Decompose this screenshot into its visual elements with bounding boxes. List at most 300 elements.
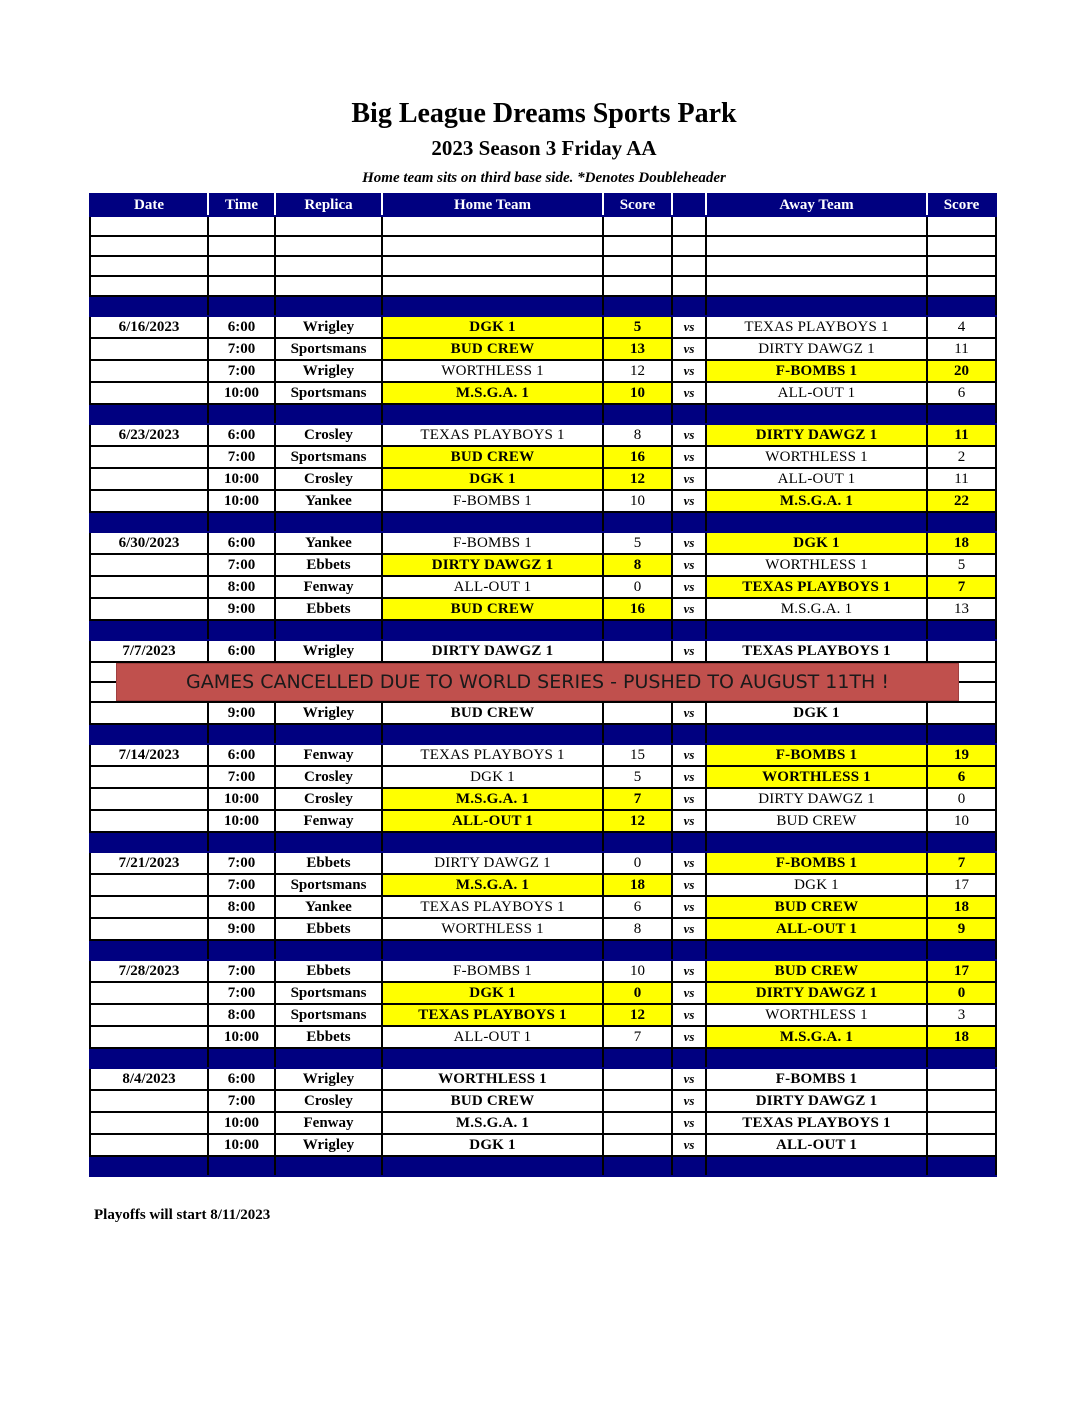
separator-cell — [90, 296, 208, 316]
away-team: DGK 1 — [706, 874, 927, 896]
vs-label: vs — [672, 382, 706, 404]
away-score — [927, 1112, 996, 1134]
game-row — [90, 598, 996, 620]
away-team: F-BOMBS 1 — [706, 1068, 927, 1090]
separator-cell — [90, 404, 208, 424]
away-team: F-BOMBS 1 — [706, 360, 927, 382]
separator-cell — [706, 620, 927, 640]
blank-row — [90, 216, 996, 236]
game-date — [90, 446, 208, 468]
away-score: 11 — [927, 424, 996, 446]
empty-cell — [706, 276, 927, 296]
away-team: M.S.G.A. 1 — [706, 1026, 927, 1048]
separator-cell — [927, 296, 996, 316]
empty-cell — [382, 216, 603, 236]
home-score: 10 — [603, 960, 672, 982]
vs-label: vs — [672, 468, 706, 490]
game-date: 6/23/2023 — [90, 424, 208, 446]
separator-cell — [603, 1048, 672, 1068]
separator-cell — [603, 512, 672, 532]
game-time: 7:00 — [208, 338, 275, 360]
empty-cell — [275, 256, 382, 276]
game-date — [90, 338, 208, 360]
game-date — [90, 918, 208, 940]
game-time: 10:00 — [208, 382, 275, 404]
separator-cell — [382, 1156, 603, 1176]
home-score — [603, 640, 672, 662]
game-date — [90, 874, 208, 896]
game-time: 10:00 — [208, 1134, 275, 1156]
separator-cell — [706, 1048, 927, 1068]
empty-cell — [208, 236, 275, 256]
game-time: 7:00 — [208, 960, 275, 982]
page-subtitle: 2023 Season 3 Friday AA — [431, 136, 657, 160]
game-date: 6/16/2023 — [90, 316, 208, 338]
separator-cell — [927, 724, 996, 744]
game-row — [90, 788, 996, 810]
cancellation-banner: GAMES CANCELLED DUE TO WORLD SERIES - PUSHED TO AUGUST 11TH ! — [116, 663, 959, 701]
vs-label: vs — [672, 598, 706, 620]
game-time: 10:00 — [208, 1026, 275, 1048]
home-score — [603, 702, 672, 724]
away-team: DIRTY DAWGZ 1 — [706, 982, 927, 1004]
separator-cell — [927, 1048, 996, 1068]
home-team: WORTHLESS 1 — [382, 1068, 603, 1090]
home-team: F-BOMBS 1 — [382, 532, 603, 554]
home-team: ALL-OUT 1 — [382, 1026, 603, 1048]
away-team: BUD CREW — [706, 960, 927, 982]
separator-cell — [382, 512, 603, 532]
home-team: DIRTY DAWGZ 1 — [382, 852, 603, 874]
separator-cell — [208, 296, 275, 316]
separator-cell — [208, 1048, 275, 1068]
game-field: Sportsmans — [275, 338, 382, 360]
game-field: Yankee — [275, 896, 382, 918]
away-score: 19 — [927, 744, 996, 766]
home-team: DGK 1 — [382, 1134, 603, 1156]
empty-cell — [927, 256, 996, 276]
home-score: 7 — [603, 1026, 672, 1048]
game-field: Crosley — [275, 424, 382, 446]
empty-cell — [275, 236, 382, 256]
separator-cell — [90, 620, 208, 640]
page-title: Big League Dreams Sports Park — [351, 98, 737, 129]
game-row — [90, 382, 996, 404]
home-score: 5 — [603, 532, 672, 554]
separator-cell — [90, 940, 208, 960]
separator-cell — [672, 620, 706, 640]
away-score — [927, 640, 996, 662]
home-score: 16 — [603, 598, 672, 620]
separator-cell — [706, 404, 927, 424]
separator-cell — [706, 724, 927, 744]
vs-label: vs — [672, 852, 706, 874]
away-team: TEXAS PLAYBOYS 1 — [706, 576, 927, 598]
vs-label: vs — [672, 490, 706, 512]
home-team: DGK 1 — [382, 316, 603, 338]
separator-cell — [672, 296, 706, 316]
vs-label: vs — [672, 576, 706, 598]
week-separator — [90, 1048, 996, 1068]
game-date: 7/21/2023 — [90, 852, 208, 874]
away-score: 17 — [927, 960, 996, 982]
game-date — [90, 702, 208, 724]
header-date: Date — [90, 194, 208, 216]
game-row — [90, 852, 996, 874]
away-team: ALL-OUT 1 — [706, 468, 927, 490]
away-score: 17 — [927, 874, 996, 896]
away-score — [927, 1134, 996, 1156]
game-date — [90, 766, 208, 788]
game-date — [90, 810, 208, 832]
separator-cell — [382, 404, 603, 424]
separator-cell — [275, 296, 382, 316]
home-score: 18 — [603, 874, 672, 896]
away-team: WORTHLESS 1 — [706, 766, 927, 788]
header-replica: Replica — [275, 194, 382, 216]
home-score: 0 — [603, 982, 672, 1004]
separator-cell — [208, 940, 275, 960]
home-team: M.S.G.A. 1 — [382, 788, 603, 810]
vs-label: vs — [672, 1090, 706, 1112]
game-date — [90, 1026, 208, 1048]
separator-cell — [382, 940, 603, 960]
vs-label: vs — [672, 424, 706, 446]
home-score: 8 — [603, 424, 672, 446]
empty-cell — [382, 276, 603, 296]
game-field: Yankee — [275, 490, 382, 512]
home-team: TEXAS PLAYBOYS 1 — [382, 1004, 603, 1026]
home-score — [603, 1112, 672, 1134]
game-time: 10:00 — [208, 490, 275, 512]
game-row — [90, 1090, 996, 1112]
game-date: 7/28/2023 — [90, 960, 208, 982]
empty-cell — [706, 256, 927, 276]
home-score: 10 — [603, 490, 672, 512]
game-date — [90, 554, 208, 576]
separator-cell — [382, 1048, 603, 1068]
separator-cell — [706, 1156, 927, 1176]
separator-cell — [603, 404, 672, 424]
game-field: Wrigley — [275, 1068, 382, 1090]
game-date — [90, 360, 208, 382]
game-row — [90, 468, 996, 490]
header-away-score: Score — [927, 194, 996, 216]
game-time: 6:00 — [208, 532, 275, 554]
header-away-team: Away Team — [706, 194, 927, 216]
game-field: Yankee — [275, 532, 382, 554]
game-row — [90, 316, 996, 338]
empty-cell — [208, 256, 275, 276]
empty-cell — [603, 236, 672, 256]
home-team: ALL-OUT 1 — [382, 576, 603, 598]
game-row — [90, 918, 996, 940]
away-score — [927, 702, 996, 724]
game-time: 8:00 — [208, 896, 275, 918]
week-separator — [90, 724, 996, 744]
separator-cell — [275, 832, 382, 852]
game-time: 7:00 — [208, 446, 275, 468]
game-row — [90, 360, 996, 382]
game-time: 10:00 — [208, 810, 275, 832]
vs-label: vs — [672, 360, 706, 382]
away-team: DIRTY DAWGZ 1 — [706, 338, 927, 360]
home-score — [603, 1090, 672, 1112]
vs-label: vs — [672, 446, 706, 468]
away-team: BUD CREW — [706, 896, 927, 918]
away-score: 6 — [927, 382, 996, 404]
home-score: 12 — [603, 1004, 672, 1026]
empty-cell — [208, 276, 275, 296]
blank-row — [90, 236, 996, 256]
away-team: TEXAS PLAYBOYS 1 — [706, 1112, 927, 1134]
empty-cell — [706, 236, 927, 256]
home-score: 13 — [603, 338, 672, 360]
away-score: 18 — [927, 532, 996, 554]
empty-cell — [382, 236, 603, 256]
vs-label: vs — [672, 960, 706, 982]
home-team: M.S.G.A. 1 — [382, 1112, 603, 1134]
vs-label: vs — [672, 788, 706, 810]
game-row — [90, 982, 996, 1004]
separator-cell — [208, 1156, 275, 1176]
empty-cell — [603, 276, 672, 296]
away-score: 5 — [927, 554, 996, 576]
away-score — [927, 1068, 996, 1090]
away-team: F-BOMBS 1 — [706, 744, 927, 766]
separator-cell — [208, 620, 275, 640]
game-time: 6:00 — [208, 1068, 275, 1090]
home-score: 10 — [603, 382, 672, 404]
game-row — [90, 554, 996, 576]
game-row — [90, 446, 996, 468]
vs-label: vs — [672, 1068, 706, 1090]
week-separator — [90, 404, 996, 424]
game-field: Sportsmans — [275, 382, 382, 404]
separator-cell — [672, 1156, 706, 1176]
game-field: Ebbets — [275, 960, 382, 982]
game-date — [90, 598, 208, 620]
game-date — [90, 490, 208, 512]
game-field: Sportsmans — [275, 446, 382, 468]
home-score: 0 — [603, 852, 672, 874]
home-score: 16 — [603, 446, 672, 468]
away-score: 13 — [927, 598, 996, 620]
separator-cell — [275, 724, 382, 744]
home-team: M.S.G.A. 1 — [382, 382, 603, 404]
game-field: Wrigley — [275, 1134, 382, 1156]
away-score: 2 — [927, 446, 996, 468]
separator-cell — [208, 724, 275, 744]
game-field: Wrigley — [275, 702, 382, 724]
separator-cell — [603, 620, 672, 640]
game-date — [90, 1134, 208, 1156]
away-team: DGK 1 — [706, 532, 927, 554]
game-row — [90, 576, 996, 598]
game-row — [90, 702, 996, 724]
game-time: 6:00 — [208, 744, 275, 766]
game-date — [90, 1112, 208, 1134]
week-separator — [90, 940, 996, 960]
vs-label: vs — [672, 918, 706, 940]
away-score: 6 — [927, 766, 996, 788]
separator-cell — [275, 620, 382, 640]
game-time: 10:00 — [208, 1112, 275, 1134]
away-score: 11 — [927, 468, 996, 490]
empty-cell — [208, 216, 275, 236]
separator-cell — [927, 832, 996, 852]
game-row — [90, 766, 996, 788]
game-field: Sportsmans — [275, 982, 382, 1004]
game-field: Crosley — [275, 468, 382, 490]
game-date — [90, 788, 208, 810]
home-team: DIRTY DAWGZ 1 — [382, 554, 603, 576]
game-time: 9:00 — [208, 918, 275, 940]
home-score — [603, 1134, 672, 1156]
home-team: ALL-OUT 1 — [382, 810, 603, 832]
away-team: TEXAS PLAYBOYS 1 — [706, 316, 927, 338]
empty-cell — [382, 256, 603, 276]
game-row — [90, 424, 996, 446]
separator-cell — [706, 940, 927, 960]
empty-cell — [672, 236, 706, 256]
home-score: 15 — [603, 744, 672, 766]
game-time: 10:00 — [208, 788, 275, 810]
away-team: ALL-OUT 1 — [706, 918, 927, 940]
game-field: Ebbets — [275, 554, 382, 576]
separator-cell — [208, 832, 275, 852]
week-separator — [90, 620, 996, 640]
away-score: 18 — [927, 1026, 996, 1048]
away-team: DIRTY DAWGZ 1 — [706, 788, 927, 810]
game-time: 7:00 — [208, 982, 275, 1004]
empty-cell — [90, 216, 208, 236]
empty-cell — [927, 236, 996, 256]
home-team: F-BOMBS 1 — [382, 490, 603, 512]
game-row — [90, 1068, 996, 1090]
game-field: Wrigley — [275, 640, 382, 662]
game-date: 7/7/2023 — [90, 640, 208, 662]
separator-cell — [275, 512, 382, 532]
separator-cell — [382, 620, 603, 640]
home-team: TEXAS PLAYBOYS 1 — [382, 424, 603, 446]
away-score: 22 — [927, 490, 996, 512]
vs-label: vs — [672, 1004, 706, 1026]
away-score: 11 — [927, 338, 996, 360]
game-field: Wrigley — [275, 316, 382, 338]
separator-cell — [603, 832, 672, 852]
blank-row — [90, 276, 996, 296]
game-field: Fenway — [275, 576, 382, 598]
separator-cell — [90, 832, 208, 852]
game-field: Fenway — [275, 810, 382, 832]
vs-label: vs — [672, 702, 706, 724]
separator-cell — [672, 404, 706, 424]
vs-label: vs — [672, 640, 706, 662]
game-date: 8/4/2023 — [90, 1068, 208, 1090]
home-team: M.S.G.A. 1 — [382, 874, 603, 896]
game-time: 8:00 — [208, 1004, 275, 1026]
game-time: 10:00 — [208, 468, 275, 490]
home-team: BUD CREW — [382, 446, 603, 468]
game-field: Fenway — [275, 744, 382, 766]
separator-cell — [603, 296, 672, 316]
away-score: 7 — [927, 576, 996, 598]
game-row — [90, 874, 996, 896]
empty-cell — [706, 216, 927, 236]
home-team: BUD CREW — [382, 1090, 603, 1112]
game-time: 7:00 — [208, 874, 275, 896]
away-score: 20 — [927, 360, 996, 382]
game-date: 7/14/2023 — [90, 744, 208, 766]
separator-cell — [706, 512, 927, 532]
separator-cell — [706, 296, 927, 316]
separator-cell — [90, 724, 208, 744]
game-time: 7:00 — [208, 360, 275, 382]
game-field: Fenway — [275, 1112, 382, 1134]
empty-cell — [672, 276, 706, 296]
game-row — [90, 896, 996, 918]
home-team: BUD CREW — [382, 702, 603, 724]
home-team: TEXAS PLAYBOYS 1 — [382, 744, 603, 766]
separator-cell — [672, 1048, 706, 1068]
game-field: Sportsmans — [275, 1004, 382, 1026]
game-time: 9:00 — [208, 702, 275, 724]
away-team: DIRTY DAWGZ 1 — [706, 1090, 927, 1112]
vs-label: vs — [672, 1026, 706, 1048]
away-team: ALL-OUT 1 — [706, 1134, 927, 1156]
separator-cell — [275, 1048, 382, 1068]
home-team: F-BOMBS 1 — [382, 960, 603, 982]
vs-label: vs — [672, 982, 706, 1004]
game-row — [90, 1026, 996, 1048]
page-note: Home team sits on third base side. *Denotes Doubleheader — [362, 170, 726, 186]
vs-label: vs — [672, 316, 706, 338]
separator-cell — [706, 832, 927, 852]
game-field: Crosley — [275, 766, 382, 788]
separator-cell — [927, 512, 996, 532]
home-score: 5 — [603, 766, 672, 788]
vs-label: vs — [672, 744, 706, 766]
game-field: Ebbets — [275, 852, 382, 874]
separator-cell — [672, 832, 706, 852]
away-team: WORTHLESS 1 — [706, 446, 927, 468]
vs-label: vs — [672, 810, 706, 832]
week-separator — [90, 512, 996, 532]
game-date — [90, 982, 208, 1004]
away-team: TEXAS PLAYBOYS 1 — [706, 640, 927, 662]
separator-cell — [275, 1156, 382, 1176]
away-score: 4 — [927, 316, 996, 338]
away-score — [927, 1090, 996, 1112]
separator-cell — [208, 512, 275, 532]
vs-label: vs — [672, 554, 706, 576]
separator-cell — [90, 512, 208, 532]
home-score: 12 — [603, 360, 672, 382]
away-team: DGK 1 — [706, 702, 927, 724]
vs-label: vs — [672, 338, 706, 360]
separator-cell — [603, 1156, 672, 1176]
game-field: Ebbets — [275, 598, 382, 620]
empty-cell — [927, 216, 996, 236]
home-score: 8 — [603, 918, 672, 940]
empty-cell — [275, 276, 382, 296]
game-row — [90, 1112, 996, 1134]
game-field: Ebbets — [275, 918, 382, 940]
game-time: 7:00 — [208, 1090, 275, 1112]
game-time: 8:00 — [208, 576, 275, 598]
header-home-score: Score — [603, 194, 672, 216]
